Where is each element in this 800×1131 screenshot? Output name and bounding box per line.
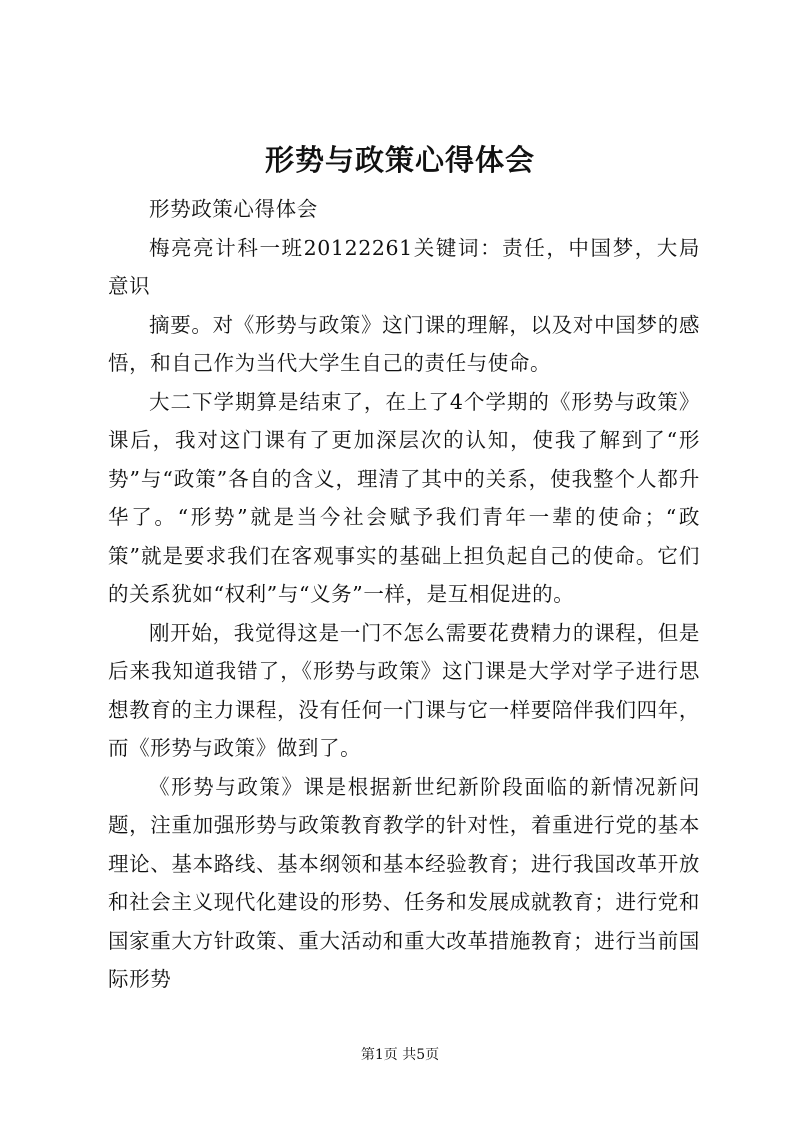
page-number-footer: 第1页 共5页 <box>360 1047 440 1063</box>
paragraph-subtitle: 形势政策心得体会 <box>149 197 318 221</box>
paragraph-body-2: 刚开始，我觉得这是一门不怎么需要花费精力的课程，但是后来我知道我错了，《形势与政策》这门课是大学对学子进行思想教育的主力课程，没有任何一门课与它一样要陪伴我们四年，而《形势与政策》做到了。 <box>108 620 700 760</box>
paragraph-body-1: 大二下学期算是结束了，在上了4个学期的《形势与政策》课后，我对这门课有了更加深层次的认知，使我了解到了“形势”与“政策”各自的含义，理清了其中的关系，使我整个人都升华了。“形势”就是当今社会赋予我们青年一辈的使命；“政策”就是要求我们在客观事实的基础上担负起自己的使命。它们的关系犹如“权利”与“义务”一样，是互相促进的。 <box>108 389 700 606</box>
document-title: 形势与政策心得体会 <box>264 143 535 177</box>
document-body <box>108 190 700 999</box>
paragraph-body-3: 《形势与政策》课是根据新世纪新阶段面临的新情况新问题，注重加强形势与政策教育教学的针对性，着重进行党的基本理论、基本路线、基本纲领和基本经验教育；进行我国改革开放和社会主义现代化建设的形势、任务和发展成就教育；进行党和国家重大方针政策、重大活动和重大改革措施教育；进行当前国际形势 <box>108 774 700 991</box>
paragraph-author-keywords: 梅亮亮计科一班20122261关键词：责任，中国梦，大局意识 <box>108 235 700 298</box>
paragraph-abstract: 摘要。对《形势与政策》这门课的理解，以及对中国梦的感悟，和自己作为当代大学生自己的责任与使命。 <box>108 312 700 375</box>
